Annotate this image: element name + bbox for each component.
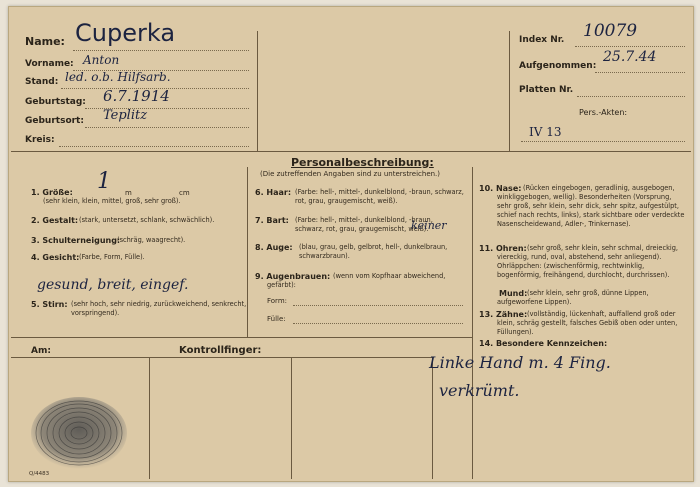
augen-label: 8. Auge:: [255, 243, 293, 252]
gestalt-label: 2. Gestalt:: [31, 216, 79, 225]
kennzeichen-label: 14. Besondere Kennzeichen:: [479, 339, 608, 348]
name-value: Cuperka: [75, 19, 176, 47]
bart-label: 7. Bart:: [255, 216, 289, 225]
ohren-text: (sehr groß, sehr klein, sehr schmal, dreieckig, viereckig, rund, oval, abstehend, sehr anliegend). Ohrläppchen: (zwischenförmig, rechtwinklig, bogenförmig, freihängend, durchlocht, durchrissen).: [497, 244, 679, 279]
stirn-options: (sehr hoch, sehr niedrig, zurückweichend, senkrecht, vorspringend).: [71, 300, 247, 317]
am-label: Am:: [31, 346, 51, 356]
gesicht-options: (Farbe, Form, Fülle).: [79, 253, 145, 261]
pers-akten-value: IV 13: [529, 125, 562, 139]
groesse-options: (sehr klein, klein, mittel, groß, sehr groß).: [43, 197, 181, 205]
haar-options: (Farbe: hell-, mittel-, dunkelblond, -braun, schwarz, rot, grau, graugemischt, weiß).: [295, 188, 464, 205]
body-bottom-rule: [11, 337, 472, 338]
form-line: [293, 305, 463, 306]
index-label: Index Nr.: [519, 35, 565, 45]
brauen-options: (wenn vom Kopfhaar abweichend, gefärbt):: [267, 272, 446, 289]
groesse-m: m: [125, 189, 132, 197]
brauen-label: 9. Augenbrauen:: [255, 272, 331, 281]
body-divider-right: [472, 167, 473, 479]
form-label: Form:: [267, 297, 287, 305]
header-bottom-rule: [11, 151, 691, 152]
platten-line: [577, 96, 685, 97]
nase-text: (Rücken eingebogen, geradlinig, ausgebogen, winkliggebogen, wellig). Besonderheiten (Vorsprung, sehr groß, sehr klein, sehr dick, sehr spitz, aufgestülpt, schief nach rechts, links), stark sichtbare oder verdeckte Nasenscheidewand, Adler-, Trinkernase).: [497, 184, 685, 228]
geburtsort-line: [85, 127, 249, 128]
index-line: [575, 46, 685, 47]
schulter-label: 3. Schulterneigung:: [31, 236, 121, 245]
finger-divider-2: [291, 357, 292, 479]
augen-options: (blau, grau, gelb, gelbrot, hell-, dunkelbraun, schwarzbraun).: [299, 243, 448, 260]
geburtstag-label: Geburtstag:: [25, 97, 86, 107]
index-value: 10079: [583, 21, 638, 41]
name-label: Name:: [25, 35, 65, 48]
print-code: Q/4483: [29, 471, 50, 477]
kreis-line: [59, 146, 249, 147]
pers-akten-line: [521, 141, 685, 142]
aufgenommen-line: [595, 72, 685, 73]
header-divider-left: [257, 31, 258, 151]
personal-subtitle: (Die zutreffenden Angaben sind zu unterstreichen.): [260, 170, 441, 178]
personal-title: Personalbeschreibung:: [291, 156, 434, 169]
vorname-value: Anton: [83, 53, 120, 67]
stirn-label: 5. Stirn:: [31, 300, 68, 309]
note-line-2: verkrümt.: [439, 381, 520, 400]
geburtsort-value: Teplitz: [103, 108, 148, 123]
fuelle-line: [293, 323, 463, 324]
name-line: [73, 50, 249, 51]
mund-text: (sehr klein, sehr groß, dünne Lippen, aufgeworfene Lippen).: [497, 289, 649, 306]
note-line-1: Linke Hand m. 4 Fing.: [429, 353, 611, 372]
geburtstag-value: 6.7.1914: [103, 87, 170, 105]
platten-label: Platten Nr.: [519, 85, 574, 95]
finger-divider-3: [432, 357, 433, 479]
zaehne-label: 13. Zähne:: [479, 310, 528, 319]
fingerprint-impression: [29, 393, 129, 471]
bart-options: (Farbe: hell-, mittel-, dunkelblond, -braun, schwarz, rot, grau, graugemischt, weiß).: [295, 216, 433, 233]
haar-label: 6. Haar:: [255, 188, 292, 197]
groesse-label: 1. Größe:: [31, 188, 73, 197]
gesicht-label: 4. Gesicht:: [31, 253, 80, 262]
bart-value: keiner: [411, 219, 447, 232]
bottom-row-rule: [11, 357, 432, 358]
header-divider-right: [509, 31, 510, 151]
pers-akten-label: Pers.-Akten:: [579, 108, 628, 117]
stand-value: led. o.b. Hilfsarb.: [65, 70, 171, 84]
schulter-options: (schräg, waagrecht).: [117, 236, 186, 244]
aufgenommen-label: Aufgenommen:: [519, 61, 597, 71]
body-divider-left: [247, 167, 248, 337]
personal-record-card: [8, 6, 694, 482]
aufgenommen-value: 25.7.44: [603, 49, 657, 65]
nase-label: 10. Nase:: [479, 184, 522, 193]
geburtsort-label: Geburtsort:: [25, 116, 84, 126]
mund-label: Mund:: [499, 289, 528, 298]
gesicht-value: gesund, breit, eingef.: [37, 277, 189, 293]
ohren-label: 11. Ohren:: [479, 244, 527, 253]
vorname-label: Vorname:: [25, 59, 74, 69]
groesse-cm: cm: [179, 189, 190, 197]
kontroll-label: Kontrollfinger:: [179, 345, 262, 356]
zaehne-text: (vollständig, lückenhaft, auffallend groß oder klein, schräg gestellt, falsches Gebiß oben oder unten, Füllungen).: [497, 310, 678, 336]
finger-divider-1: [149, 357, 150, 479]
stand-label: Stand:: [25, 77, 59, 87]
kreis-label: Kreis:: [25, 135, 55, 145]
fuelle-label: Fülle:: [267, 315, 286, 323]
gestalt-options: (stark, untersetzt, schlank, schwächlich).: [79, 216, 215, 224]
groesse-value: 1: [97, 169, 111, 194]
